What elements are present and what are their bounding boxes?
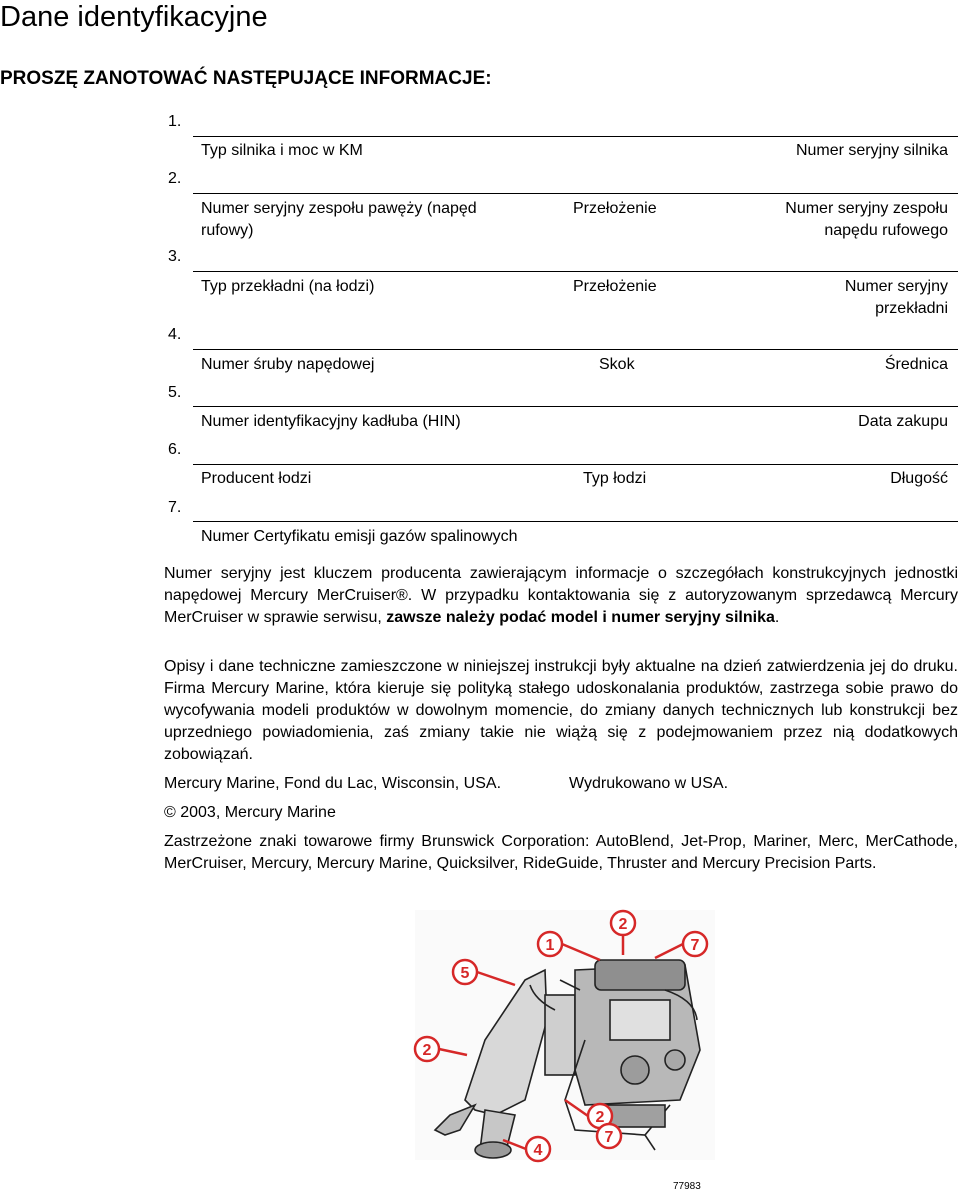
paragraph-trademarks: Zastrzeżone znaki towarowe firmy Brunswick Corporation: AutoBlend, Jet-Prop, Mariner, Merc, MerCathode, MerCruiser, Mercury, Mercury Marine, Quicksilver, RideGuide, Thruster and Mercury Precision Parts. [164, 833, 958, 872]
label-boat-manufacturer: Producent łodzi [201, 470, 312, 487]
engine-illustration [415, 910, 715, 1160]
label-purchase-date: Data zakupu [858, 413, 948, 430]
label-hin: Numer identyfikacyjny kadłuba (HIN) [201, 413, 461, 430]
item-number-5: 5. [168, 384, 182, 401]
label-emission-certificate: Numer Certyfikatu emisji gazów spalinowych [201, 528, 518, 545]
label-transmission-serial-b: przekładni [875, 300, 948, 317]
callout-label-2b: 2 [422, 1042, 432, 1059]
label-engine-type: Typ silnika i moc w KM [201, 142, 363, 159]
label-engine-serial: Numer seryjny silnika [795, 142, 948, 159]
label-length: Długość [890, 470, 948, 487]
callout-label-2c: 2 [595, 1109, 605, 1126]
page-subtitle: PROSZĘ ZANOTOWAĆ NASTĘPUJĄCE INFORMACJE: [0, 68, 492, 89]
label-sterndrive-serial-b: napędu rufowego [824, 222, 948, 239]
page-title: Dane identyfikacyjne [0, 1, 268, 33]
callout-label-7b: 7 [604, 1129, 614, 1146]
label-gear-ratio-1: Przełożenie [573, 200, 657, 217]
paragraph-serial-info: Numer seryjny jest kluczem producenta zawierającym informacje o szczegółach konstrukcyjnych jednostki napędowej Mercury MerCruiser®. W przypadku kontaktowania się z autoryzowanym sprzedawcą Mercury MerCruiser w sprawie serwisu, zawsze należy podać model i numer seryjny silnika. [164, 565, 958, 626]
fill-line-6[interactable] [193, 464, 958, 465]
label-boat-type: Typ łodzi [583, 470, 647, 487]
callout-label-2: 2 [618, 916, 628, 933]
paragraph-specifications: Opisy i dane techniczne zamieszczone w niniejszej instrukcji były aktualne na dzień zatwierdzenia jej do druku. Firma Mercury Marine, która kieruje się polityką stałego udoskonalania produktów, zastrzega sobie prawo do wycofywania modeli produktów w dowolnym momencie, do zmiany danych technicznych lub konstrukcji bez uprzedniego powiadomienia, zaś zmiany takie nie wiążą się z podejmowaniem przez nią dodatkowych zobowiązań. [164, 658, 958, 763]
label-transom-serial-b: rufowy) [201, 222, 254, 239]
label-transmission-type: Typ przekładni (na łodzi) [201, 278, 375, 295]
label-transmission-serial-a: Numer seryjny [844, 278, 948, 295]
fill-line-3[interactable] [193, 271, 958, 272]
item-number-3: 3. [168, 248, 182, 265]
label-pitch: Skok [599, 356, 635, 373]
item-number-4: 4. [168, 326, 182, 343]
item-number-1: 1. [168, 113, 182, 130]
callout-label-1: 1 [545, 937, 555, 954]
label-gear-ratio-2: Przełożenie [573, 278, 657, 295]
item-number-2: 2. [168, 170, 182, 187]
address-text: Mercury Marine, Fond du Lac, Wisconsin, USA. [164, 775, 502, 792]
fill-line-1[interactable] [193, 136, 958, 137]
fill-line-7[interactable] [193, 521, 958, 522]
label-propeller-number: Numer śruby napędowej [201, 356, 375, 373]
item-number-6: 6. [168, 441, 182, 458]
callout-label-4: 4 [533, 1142, 543, 1159]
item-number-7: 7. [168, 499, 182, 516]
fill-line-5[interactable] [193, 406, 958, 407]
label-diameter: Średnica [884, 356, 948, 373]
engine-diagram [405, 900, 725, 1196]
label-transom-serial-a: Numer seryjny zespołu pawęży (napęd [201, 200, 477, 217]
copyright-text: © 2003, Mercury Marine [164, 804, 336, 821]
callout-label-7: 7 [690, 937, 700, 954]
fill-line-2[interactable] [193, 193, 958, 194]
printed-text: Wydrukowano w USA. [569, 775, 729, 792]
figure-number: 77983 [673, 1181, 701, 1192]
callout-label-5: 5 [460, 965, 470, 982]
label-sterndrive-serial-a: Numer seryjny zespołu [785, 200, 948, 217]
fill-line-4[interactable] [193, 349, 958, 350]
